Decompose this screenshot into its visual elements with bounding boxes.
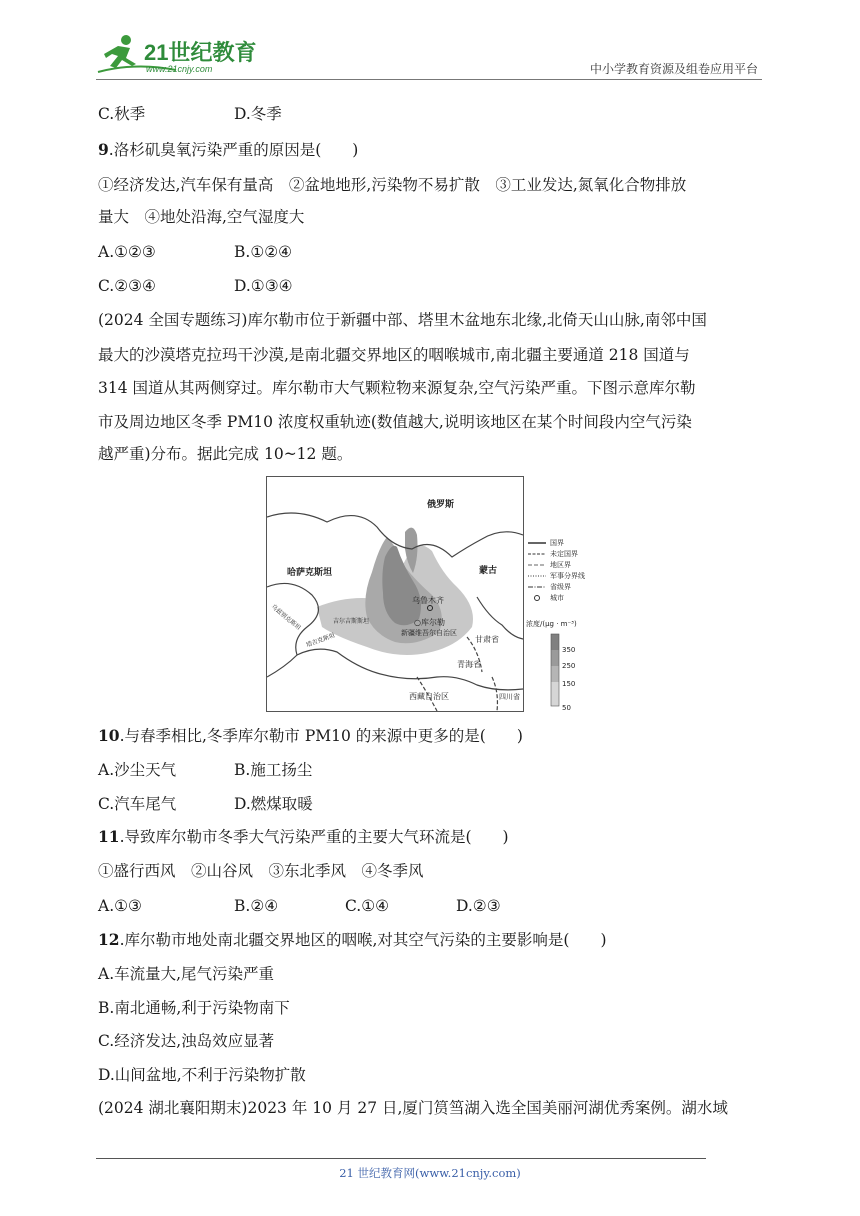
q12-option-d: D.山间盆地,不利于污染物扩散 [98, 1066, 306, 1084]
legend-band-150 [551, 666, 559, 682]
passage-line-6: (2024 湖北襄阳期末)2023 年 10 月 27 日,厦门筼筜湖入选全国美丽河湖优秀案例。湖水域 [98, 1099, 728, 1117]
q11-option-a: A.①③ [98, 897, 142, 915]
label-kyrgyzstan: 吉尔吉斯斯坦 [333, 618, 370, 625]
q12-number: 12 [98, 930, 120, 949]
footer-text: 21 世纪教育网(www.21cnjy.com) [339, 1166, 521, 1180]
label-mongolia: 蒙古 [479, 566, 498, 576]
label-russia: 俄罗斯 [427, 500, 455, 510]
logo-url: www.21cnjy.com [146, 64, 213, 74]
q10-text: .与春季相比,冬季库尔勒市 PM10 的来源中更多的是( ) [119, 727, 523, 745]
legend-city-icon [535, 596, 540, 601]
q9-text: .洛杉矶臭氧污染严重的原因是( ) [108, 141, 359, 159]
legend-item-1: 未定国界 [550, 550, 578, 558]
header-platform-text: 中小学教育资源及组卷应用平台 [589, 62, 758, 76]
q11-stem [98, 827, 509, 847]
q11-option-d: D.②③ [456, 897, 501, 915]
q9-option-d: D.①③④ [234, 277, 293, 295]
q10-option-c: C.汽车尾气 [98, 795, 177, 813]
q11-text: .导致库尔勒市冬季大气污染严重的主要大气环流是( ) [119, 828, 509, 846]
label-sichuan: 四川省 [499, 693, 520, 701]
label-qinghai: 青海省 [457, 660, 481, 669]
label-tajikistan: 塔吉克斯坦 [305, 632, 336, 649]
legend-band-50 [551, 682, 559, 706]
legend-item-0: 国界 [550, 539, 564, 547]
legend-tick-150: 150 [562, 680, 576, 688]
q9-option-a: A.①②③ [98, 243, 156, 261]
q10-stem [98, 726, 523, 746]
label-kazakhstan: 哈萨克斯坦 [287, 568, 333, 578]
passage-line-2: 最大的沙漠塔克拉玛干沙漠,是南北疆交界地区的咽喉城市,南北疆主要通道 218 国道与 [98, 346, 690, 364]
legend-band-350 [551, 634, 559, 650]
label-gansu: 甘肃省 [475, 635, 499, 644]
q12-option-c: C.经济发达,浊岛效应显著 [98, 1032, 275, 1050]
label-urumqi: 乌鲁木齐 [412, 596, 444, 605]
q11-number: 11 [98, 827, 120, 846]
q9-number: 9 [98, 140, 109, 159]
legend-tick-50: 50 [562, 704, 571, 712]
logo-text: 21世纪教育 [144, 40, 257, 65]
label-tibet: 西藏自治区 [409, 692, 449, 701]
q9-stem [98, 140, 358, 160]
q11-statements: ①盛行西风 ②山谷风 ③东北季风 ④冬季风 [98, 862, 424, 880]
legend-band-250 [551, 650, 559, 666]
passage-line-5: 越严重)分布。据此完成 10~12 题。 [98, 445, 353, 463]
legend-item-2: 地区界 [550, 561, 571, 569]
map-legend [526, 530, 626, 715]
q9-statements-line1: ①经济发达,汽车保有量高 ②盆地地形,污染物不易扩散 ③工业发达,氮氧化合物排放 [98, 176, 687, 194]
legend-drawing [526, 530, 626, 715]
legend-item-5: 城市 [550, 594, 564, 602]
passage-line-1: (2024 全国专题练习)库尔勒市位于新疆中部、塔里木盆地东北缘,北倚天山山脉,南邻中国 [98, 311, 707, 329]
q9-option-c: C.②③④ [98, 277, 156, 295]
q12-option-a: A.车流量大,尾气污染严重 [98, 965, 275, 983]
passage-line-4: 市及周边地区冬季 PM10 浓度权重轨迹(数值越大,说明该地区在某个时间段内空气污染 [98, 413, 692, 431]
label-uzbekistan: 乌兹别克斯坦 [269, 603, 302, 632]
q11-option-b: B.②④ [234, 897, 279, 915]
q10-option-b: B.施工扬尘 [234, 761, 313, 779]
q9-statements-line2: 量大 ④地处沿海,空气湿度大 [98, 208, 305, 226]
q10-option-d: D.燃煤取暖 [234, 795, 313, 813]
legend-item-3: 军事分界线 [550, 572, 585, 580]
q12-stem [98, 930, 607, 950]
legend-tick-250: 250 [562, 662, 576, 670]
map-drawing [267, 477, 523, 711]
legend-tick-350: 350 [562, 646, 576, 654]
legend-item-4: 省级界 [550, 583, 571, 591]
label-korla: ○库尔勒 [414, 618, 445, 627]
label-xinjiang: 新疆维吾尔自治区 [401, 629, 457, 637]
q10-option-a: A.沙尘天气 [98, 761, 177, 779]
header-divider [96, 79, 762, 80]
q11-option-c: C.①④ [345, 897, 390, 915]
q9-option-b: B.①②④ [234, 243, 293, 261]
q12-option-b: B.南北通畅,利于污染物南下 [98, 999, 290, 1017]
q8-option-c: C.秋季 [98, 105, 146, 123]
q10-number: 10 [98, 726, 120, 745]
page-header [96, 30, 764, 80]
footer-divider [96, 1158, 706, 1159]
q8-option-d: D.冬季 [234, 105, 282, 123]
legend-concentration-title: 浓度/(μg · m⁻³) [526, 620, 577, 628]
pm10-trajectory-map [266, 476, 524, 712]
q12-text: .库尔勒市地处南北疆交界地区的咽喉,对其空气污染的主要影响是( ) [119, 931, 607, 949]
site-logo [96, 32, 266, 76]
passage-line-3: 314 国道从其两侧穿过。库尔勒市大气颗粒物来源复杂,空气污染严重。下图示意库尔勒 [98, 379, 696, 397]
